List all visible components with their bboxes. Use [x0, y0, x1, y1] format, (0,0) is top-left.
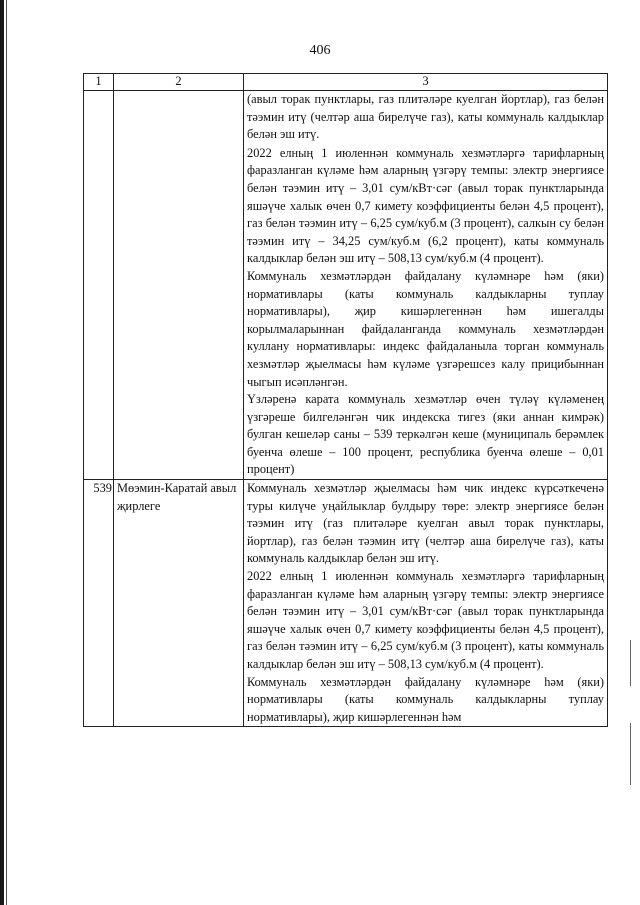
- content-paragraph: Үзләренә карата коммуналь хезмәтләр өчен түләү күләменең үзгәреше билгеләнгән чик индекска тигез (яки аннан кимрәк) булган кешеләр саны – 539 теркәлгән кеше (муниципаль берәмлек буенча өлеше – 100 процент, республика буенча өлеше – 0,01 процент): [247, 392, 604, 477]
- row-number: 539: [84, 480, 114, 727]
- content-paragraph: 2022 елның 1 июленнән коммуналь хезмәтләргә тарифларның фаразланган күләме һәм аларның үзгәрү темпы: электр энергиясе белән тәэмин итү – 3,01 сум/кВт·сәг (авыл торак пунктларында яшәүче халык өчен 0,7 кимету коэффициенты белән 4,5 процент), газ белән тәэмин итү – 6,25 сум/куб.м (3 процент), каты коммуналь калдыклар белән эш итү – 508,13 сум/куб.м (4 процент).: [247, 569, 604, 671]
- scan-mark-right: [630, 640, 631, 686]
- content-paragraph: (авыл торак пунктлары, газ плитәләре куелган йортлар), газ белән тәэмин итү (челтәр аша бирелүче газ), каты коммуналь калдыклар белән эш итү.: [247, 92, 604, 142]
- row-number: [84, 91, 114, 480]
- column-header-2: 2: [114, 74, 244, 91]
- settlement-name: Мөэмин-Каратай авыл җирлеге: [114, 480, 244, 727]
- page-number: 406: [309, 43, 331, 58]
- column-header-3: 3: [244, 74, 608, 91]
- scan-mark-right-lower: [630, 723, 631, 785]
- content-paragraph: 2022 елның 1 июленнән коммуналь хезмәтләргә тарифларның фаразланган күләме һәм аларның үзгәрү темпы: электр энергиясе белән тәэмин итү – 3,01 сум/кВт·сәг (авыл торак пунктларында яшәүче халык өчен 0,7 кимету коэффициенты белән 4,5 процент), газ белән тәэмин итү – 6,25 сум/куб.м (3 процент), салкын су белән тәэмин итү – 34,25 сум/куб.м (6,2 процент), каты коммуналь калдыклар белән эш итү – 508,13 сум/куб.м (4 процент).: [247, 145, 604, 266]
- table-row: [84, 91, 608, 480]
- row-content: [244, 91, 608, 480]
- scan-edge-line: [6, 0, 7, 905]
- column-header-1: 1: [84, 74, 114, 91]
- row-content: [244, 480, 608, 727]
- table-header-row: [84, 74, 608, 91]
- content-paragraph: Коммуналь хезмәтләрдән файдалану күләмнәре һәм (яки) нормативлары (каты коммуналь калдыкларны туплау нормативлары), җир кишәрлегеннән һәм ишегалды корылмаларыннан файдаланганда коммуналь хезмәтләрдән куллану нормативлары: индекс файдаланыла торган коммуналь хезмәтләр җыелмасы һәм күләме үзгәрешсез калу прицибыннан чыгып исәпләнгән.: [247, 268, 604, 389]
- document-table: [83, 73, 608, 727]
- content-paragraph: Коммуналь хезмәтләр җыелмасы һәм чик индекс күрсәткеченә туры килүче уңайлыклар булдыру төре: электр энергиясе белән тәэмин итү (газ плитәләре куелган авыл торак пунктлары, йортлар), газ белән тәэмин итү (челтәр аша бирелүче газ), каты коммуналь калдыклар белән эш итү.: [247, 481, 604, 566]
- scan-edge-left: [0, 0, 4, 905]
- settlement-name: [114, 91, 244, 480]
- table-row: [84, 480, 608, 727]
- content-paragraph: Коммуналь хезмәтләрдән файдалану күләмнәре һәм (яки) нормативлары (каты коммуналь калдыкларны туплау нормативлары), җир кишәрлегеннән һәм: [247, 674, 604, 724]
